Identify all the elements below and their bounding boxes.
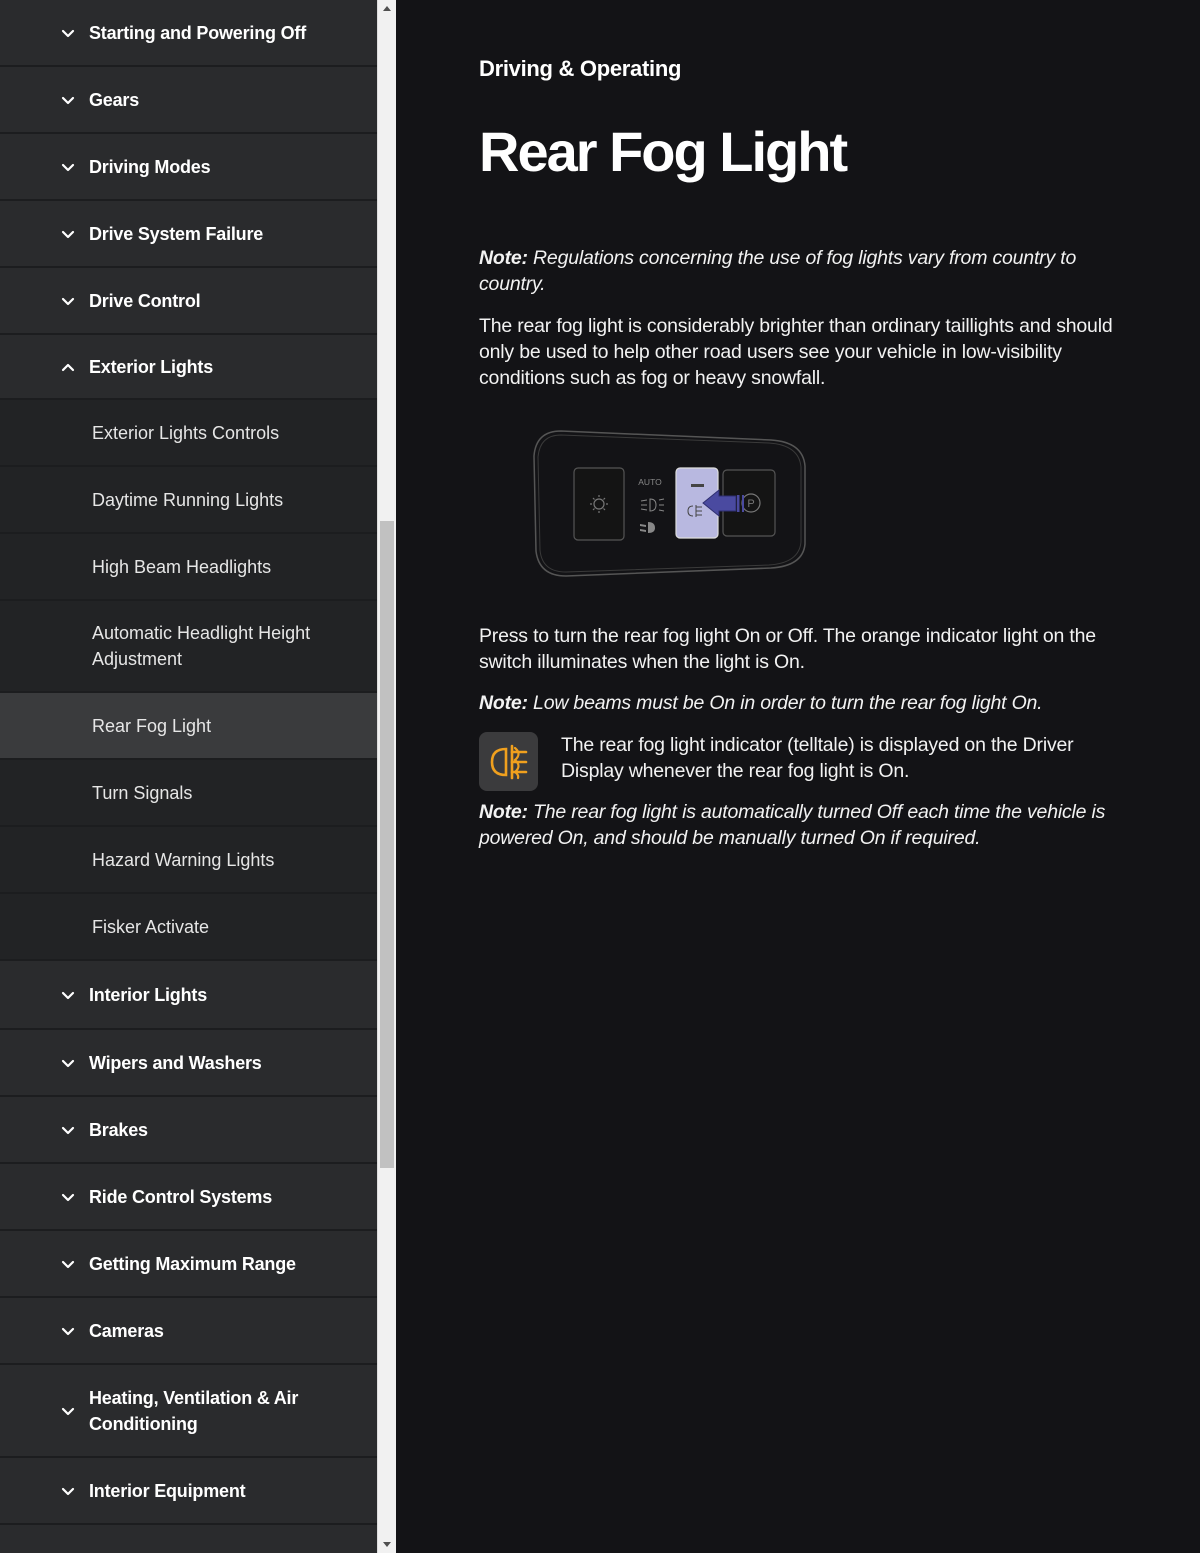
chevron-down-icon [58,1481,78,1501]
chevron-down-icon [58,90,78,110]
rear-fog-light-icon [486,742,532,782]
chevron-down-icon [58,157,78,177]
chevron-down-icon [58,224,78,244]
sidebar-item-label: Drive Control [89,290,201,311]
sidebar-item-heating-ventilation-and-air-conditioning[interactable] [0,1365,377,1458]
chevron-down-icon [58,1120,78,1140]
chevron-down-icon [58,1321,78,1341]
sidebar-item-exterior-lights-controls[interactable] [0,400,377,467]
article-content [396,0,1200,1553]
note-text: The rear fog light is automatically turned Off each time the vehicle is powered On, and should be manually turned On if required. [479,801,1106,849]
sidebar-item-label: Interior Lights [89,984,207,1005]
sidebar-item-turn-signals[interactable] [0,760,377,827]
sidebar-item-brakes[interactable] [0,1097,377,1164]
sidebar-item-rear-fog-light[interactable] [0,693,377,760]
sidebar-item-label: Starting and Powering Off [89,22,307,43]
chevron-down-icon [58,1053,78,1073]
chevron-down-icon [58,291,78,311]
chevron-up-icon [58,357,78,377]
sidebar-item-high-beam-headlights[interactable] [0,534,377,601]
note-low-beams [479,690,1134,716]
note-lead: Note: [479,692,528,714]
sidebar-item-label: Fisker Activate [92,916,210,937]
sidebar-item-label: Automatic Headlight Height Adjustment [92,623,311,669]
sidebar-item-label: Daytime Running Lights [92,489,284,510]
sidebar-item-label: Drive System Failure [89,223,264,244]
sidebar-item-starting-and-powering-off[interactable] [0,0,377,67]
chevron-down-icon [58,1401,78,1421]
chevron-down-icon [58,1187,78,1207]
note-text: Regulations concerning the use of fog lights vary from country to country. [479,247,1077,295]
intro-paragraph: The rear fog light is considerably brighter than ordinary taillights and should only be used to help other road users see your vehicle in low-visibility conditions such as fog or heavy snowfall. [479,315,1113,389]
sidebar-item-label: Getting Maximum Range [89,1253,296,1274]
chevron-down-icon [58,985,78,1005]
note-text: Low beams must be On in order to turn the rear fog light On. [527,692,1043,714]
sidebar-item-hazard-warning-lights[interactable] [0,827,377,894]
sidebar-item-automatic-headlight-height-adjustment[interactable] [0,601,377,693]
auto-headlight-icon [641,499,664,511]
note-auto-off [479,799,1134,851]
sidebar-item-label: Gears [89,89,140,110]
sidebar-item-drive-control[interactable] [0,268,377,335]
sidebar-item-label: Exterior Lights [89,356,214,377]
telltale-description: The rear fog light indicator (telltale) is displayed on the Driver Display whenever the rear fog light is On. [561,734,1074,782]
chevron-down-icon [58,1254,78,1274]
sidebar-item-label: Exterior Lights Controls [92,422,280,443]
sidebar-item-label: Ride Control Systems [89,1186,273,1207]
sidebar-item-label: Wipers and Washers [89,1052,262,1073]
scroll-down-arrow-icon[interactable] [378,1536,396,1553]
sidebar-item-interior-lights[interactable] [0,961,377,1030]
press-instruction: Press to turn the rear fog light On or Off. The orange indicator light on the switch illuminates when the light is On. [479,625,1096,673]
rear-fog-telltale [479,732,538,791]
sidebar-nav [0,0,377,1553]
light-switch-panel-illustration [531,426,811,581]
sidebar-item-label: Heating, Ventilation & Air Conditioning [89,1387,299,1434]
sidebar-item-label: Hazard Warning Lights [92,849,275,870]
note-lead: Note: [479,247,528,269]
sidebar-item-label: Turn Signals [92,782,193,803]
page-title: Rear Fog Light [479,120,847,183]
sidebar-item-label: Brakes [89,1119,148,1140]
note-lead: Note: [479,801,528,823]
sidebar-item-cameras[interactable] [0,1298,377,1365]
sidebar-item-driving-modes[interactable] [0,134,377,201]
low-beam-icon [640,522,655,533]
scroll-thumb[interactable] [380,521,394,1168]
sidebar-item-ride-control-systems[interactable] [0,1164,377,1231]
sidebar-item-getting-maximum-range[interactable] [0,1231,377,1298]
sidebar-item-label: High Beam Headlights [92,556,272,577]
sidebar-item-wipers-and-washers[interactable] [0,1030,377,1097]
scroll-up-arrow-icon[interactable] [378,0,396,17]
sidebar-item-label: Cameras [89,1320,164,1341]
sidebar-item-fisker-activate[interactable] [0,894,377,961]
sidebar-scrollbar[interactable] [377,0,396,1553]
sidebar-item-gears[interactable] [0,67,377,134]
sidebar-item-drive-system-failure[interactable] [0,201,377,268]
sidebar-item-label: Interior Equipment [89,1480,246,1501]
breadcrumb[interactable]: Driving & Operating [479,56,682,81]
sidebar-item-exterior-lights[interactable] [0,335,377,400]
sidebar-item-label: Driving Modes [89,156,211,177]
note-regulations [479,245,1134,297]
parking-label: P [747,498,755,510]
sidebar-item-interior-equipment[interactable] [0,1458,377,1525]
auto-label: AUTO [638,477,662,487]
chevron-down-icon [58,23,78,43]
sidebar-item-label: Rear Fog Light [92,715,212,736]
sidebar-item-daytime-running-lights[interactable] [0,467,377,534]
